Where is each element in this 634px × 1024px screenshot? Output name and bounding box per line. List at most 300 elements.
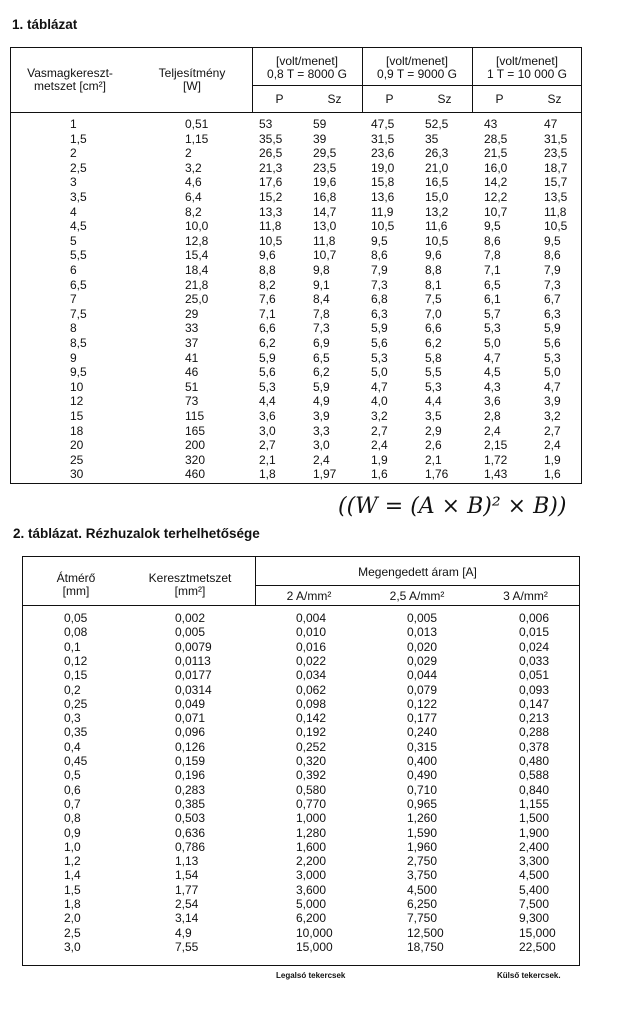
table1-cell: 11,8 [544,204,567,219]
table1-cell: 25,0 [185,292,209,307]
table2-cell: 3,14 [175,911,199,926]
table1-cell: 5,9 [371,321,388,336]
table2-cell: 0,213 [519,711,550,726]
table2-cell: 1,590 [407,825,438,840]
table1-cell: 10,0 [185,219,209,234]
table2-cell: 3,600 [296,882,327,897]
table2-cell: 0,033 [519,653,550,668]
table1-cell: 9,6 [425,248,442,263]
table1-cell: 23,6 [371,146,395,161]
table1-cell: 13,5 [544,190,568,204]
table1-cell: 15,2 [259,190,283,204]
table2-cell: 0,320 [296,754,327,768]
table2-sub-3a: 3 A/mm² [503,589,548,603]
table2-cell: 0,7 [64,796,81,811]
table2-cell: 1,8 [64,897,81,911]
table1-cell: 19,0 [371,160,395,175]
table2-cell: 22,500 [519,939,556,954]
table2-header-diameter [26,572,126,598]
table1-cell: 4 [70,204,77,219]
table1-cell: 2,1 [425,452,442,467]
table2-cell: 0,0079 [175,639,212,654]
table2-cell: 10,000 [296,925,333,940]
table1-cell: 6,6 [425,321,442,336]
table1-cell: 8,2 [185,204,202,219]
table1-cell: 52,5 [425,117,449,131]
table1-cell: 10 [70,379,84,394]
table1-cell: 4,7 [544,379,561,394]
table1-cell: 6,7 [544,292,561,307]
table1-cell: 20 [70,438,84,453]
table2-cell: 0,15 [64,668,88,683]
table1-cell: 73 [185,394,199,409]
table1-cell: 2 [70,146,77,161]
table1-cell: 53 [259,117,273,131]
table2-cell: 7,750 [407,911,438,926]
table1-cell: 5,9 [259,350,276,365]
table1-cell: 13,6 [371,190,395,204]
table1-header-power-line2: [W] [183,79,201,93]
table1-cell: 59 [313,117,327,131]
table1-cell: 5,3 [371,350,388,365]
table1-header-power [136,67,248,93]
table2-cell: 0,029 [407,653,438,668]
table2-cell: 1,54 [175,868,199,883]
table1-cell: 35 [425,131,439,146]
table1-cell: 8,6 [484,233,501,248]
table1-cell: 9 [70,350,77,365]
table2-cell: 4,500 [519,868,550,883]
table1-cell: 1,8 [259,467,276,482]
table2-cell: 0,192 [296,725,327,740]
table1-cell: 14,7 [313,204,337,219]
table2-cell: 0,142 [296,711,327,726]
table2-cell: 0,288 [519,725,550,740]
table1-cell: 5,9 [313,379,330,394]
table2-cell: 0,051 [519,668,550,683]
table2-cell: 0,0314 [175,682,212,697]
table1-header-group-08-line2: 0,8 T = 8000 G [267,67,347,81]
table1-cell: 8,5 [70,336,87,350]
table1-cell: 8,2 [259,277,276,292]
table1-cell: 5 [70,233,77,248]
table1-cell: 21,0 [425,160,449,175]
table2-cell: 0,05 [64,611,88,625]
table2-header-diameter-line1: Átmérő [56,571,96,585]
table1-cell: 2 [185,146,192,161]
table2-cell: 2,200 [296,854,327,869]
table2-cell: 0,283 [175,782,206,797]
table1-cell: 1,76 [425,467,449,482]
table2-cell: 0,1 [64,639,81,654]
table1-cell: 3,9 [544,394,561,409]
table2-cell: 3,0 [64,939,81,954]
table2-cell: 0,013 [407,625,438,640]
table1-cell: 6,5 [70,277,87,292]
table1-cell: 5,0 [371,365,388,380]
table2-cell: 0,08 [64,625,88,640]
table1-cell: 5,8 [425,350,442,365]
table1-cell: 3,0 [259,423,276,438]
table1-cell: 11,8 [313,233,336,248]
table2-cell: 2,750 [407,854,438,869]
table1-cell: 4,7 [484,350,501,365]
table2-cell: 0,020 [407,639,438,654]
table1-cell: 8,6 [544,248,561,263]
table1-cell: 29 [185,306,199,321]
table2-cell: 15,000 [296,939,333,954]
table2-cell: 0,079 [407,682,438,697]
table2-cell: 3,300 [519,854,550,869]
table1-cell: 26,3 [425,146,449,161]
table1-cell: 23,5 [544,146,568,161]
table1-header-group-09-line2: 0,9 T = 9000 G [377,67,457,81]
table1-cell: 18,7 [544,160,568,175]
table2-cell: 1,0 [64,839,81,854]
table2-title: 2. táblázat. Rézhuzalok terhelhetősége [13,526,260,541]
table2-cell: 0,25 [64,696,88,711]
table1-cell: 5,5 [425,365,442,380]
table1-cell: 5,5 [70,248,87,263]
table2-cell: 0,45 [64,754,88,768]
table2-cell: 1,900 [519,825,550,840]
table1-cell: 10,7 [484,204,508,219]
table1-cell: 1,9 [371,452,388,467]
table2-cell: 1,13 [175,854,199,869]
table1-cell: 7,5 [425,292,442,307]
table1-cell: 1 [70,117,77,131]
table2-cell: 5,000 [296,897,327,911]
table2-sub-2a: 2 A/mm² [286,589,332,603]
table1-sub-p-10: P [495,92,504,106]
table2-cell: 0,580 [296,782,327,797]
table1-cell: 4,4 [425,394,442,409]
table1-cell: 9,5 [544,233,561,248]
table2-header-diameter-line2: [mm] [62,584,90,598]
table1-cell: 18,4 [185,263,209,277]
table1-cell: 6,2 [313,365,330,380]
table1-cell: 26,5 [259,146,283,161]
table2-cell: 0,480 [519,754,550,768]
table2-cell: 9,300 [519,911,550,926]
table1-cell: 3,5 [70,190,87,204]
table2-cell: 1,500 [519,811,550,826]
table1-cell: 165 [185,423,206,438]
table1-cell: 4,5 [70,219,87,234]
table1-cell: 12,2 [484,190,508,204]
table1-cell: 115 [185,409,205,423]
table2-cell: 6,250 [407,897,438,911]
table1-cell: 5,6 [259,365,276,380]
table2-cell: 0,005 [407,611,438,625]
table1-cell: 31,5 [371,131,395,146]
table1-cell: 47 [544,117,558,131]
table1-cell: 2,7 [544,423,561,438]
table1-cell: 3,6 [484,394,501,409]
table1-cell: 16,8 [313,190,337,204]
table1-cell: 1,15 [185,131,209,146]
table1-cell: 2,4 [313,452,330,467]
table2-cell: 0,240 [407,725,438,740]
table1-cell: 6,3 [544,306,561,321]
table2-cell: 0,840 [519,782,550,797]
table2-cell: 0,098 [296,696,327,711]
table1-cell: 6,5 [313,350,330,365]
table2-header-current-group: Megengedett áram [A] [358,565,477,579]
table1-cell: 1,9 [544,452,561,467]
table2-cell: 0,35 [64,725,88,740]
table2-cell: 0,196 [175,768,206,783]
table2-cell: 12,500 [407,925,444,940]
table1-cell: 28,5 [484,131,508,146]
table1-cell: 21,3 [259,160,283,175]
table1-sub-p-09: P [385,92,394,106]
table1-cell: 14,2 [484,175,508,190]
table1-cell: 1,6 [371,467,388,482]
table2-cell: 0,490 [407,768,438,783]
table2-header-cross-section-line1: Keresztmetszet [148,571,232,585]
table2-cell: 0,2 [64,682,81,697]
table1-group-divider [252,85,582,86]
table1-cell: 21,5 [484,146,508,161]
table1-cell: 31,5 [544,131,568,146]
table1-cell: 8,6 [371,248,388,263]
table2-cell: 0,015 [519,625,550,640]
table2-header-cross-section [130,572,250,598]
table2-cell: 2,5 [64,925,81,940]
table1-header-core [10,67,130,93]
table2-cell: 2,400 [519,839,550,854]
table1-cell: 2,9 [425,423,442,438]
table2-cell: 1,260 [407,811,438,826]
table1-cell: 35,5 [259,131,283,146]
table2-cell: 0,0177 [175,668,212,683]
table2-cell: 0,252 [296,739,327,754]
table1-header-group-08 [252,55,362,81]
table1-cell: 3,3 [313,423,330,438]
table2-cell: 15,000 [519,925,556,940]
table1-cell: 7,3 [313,321,330,336]
table1-cell: 37 [185,336,199,350]
table1-cell: 11,9 [371,204,394,219]
table1-cell: 9,5 [70,365,87,380]
table1-cell: 6,2 [259,336,276,350]
table1-cell: 9,5 [371,233,388,248]
table1-cell: 2,8 [484,409,501,423]
table2-cell: 0,062 [296,682,327,697]
table1-cell: 6,2 [425,336,442,350]
table1-cell: 23,5 [313,160,337,175]
table2-cell: 4,500 [407,882,438,897]
table1-cell: 6,6 [259,321,276,336]
table1-cell: 6,5 [484,277,501,292]
table2-header-cross-section-line2: [mm²] [174,584,206,598]
table2-cell: 3,000 [296,868,327,883]
table2-cell: 0,0113 [175,653,211,668]
table2-cell: 4,9 [175,925,192,940]
table1-cell: 6,1 [484,292,501,307]
table1-cell: 12,8 [185,233,209,248]
footnote-outer-coils: Külső tekercsek. [497,971,561,980]
table1-cell: 7,0 [425,306,442,321]
table2-cell: 5,400 [519,882,550,897]
table1-cell: 5,0 [544,365,561,380]
table1-cell: 5,3 [484,321,501,336]
table2-cell: 1,280 [296,825,327,840]
table2-cell: 0,636 [175,825,206,840]
table2-cell: 1,155 [519,796,550,811]
table1-cell: 320 [185,452,206,467]
table1-cell: 2,15 [484,438,508,453]
table2-cell: 1,600 [296,839,327,854]
handwritten-formula: ((W = (A × B)² × B)) [338,494,567,519]
table2-cell: 0,770 [296,796,327,811]
table2-cell: 0,385 [175,796,206,811]
table1-cell: 9,6 [259,248,276,263]
table1-cell: 7 [70,292,77,307]
table2-cell: 0,378 [519,739,550,754]
table1-cell: 2,4 [544,438,561,453]
table1-cell: 7,9 [544,263,561,277]
table1-cell: 6,8 [371,292,388,307]
table2-cell: 1,960 [407,839,438,854]
table2-cell: 1,000 [296,811,327,826]
table2-cell: 2,0 [64,911,81,926]
table1-cell: 16,0 [484,160,508,175]
table1-cell: 7,5 [70,306,87,321]
footnote-bottom-coils: Legalsó tekercsek [276,971,346,980]
table2-cell: 0,3 [64,711,81,726]
table1-cell: 15,7 [544,175,568,190]
table2-cell: 0,177 [407,711,438,726]
table1-cell: 7,8 [484,248,501,263]
table2-cell: 0,024 [519,639,550,654]
table2-sub-2-5a: 2,5 A/mm² [389,589,445,603]
table1-cell: 3,2 [371,409,388,423]
table1-cell: 15,0 [425,190,449,204]
table1-sub-sz-10: Sz [547,92,562,106]
table1-cell: 2,4 [484,423,501,438]
table1-cell: 43 [484,117,498,131]
table1-cell: 13,0 [313,219,337,234]
table2-cell: 0,147 [519,696,550,711]
table1-cell: 41 [185,350,199,365]
table1-cell: 25 [70,452,84,467]
table1-cell: 21,8 [185,277,209,292]
table1-cell: 2,7 [371,423,388,438]
table1-cell: 4,6 [185,175,202,190]
table2-cell: 0,034 [296,668,327,683]
table1-cell: 17,6 [259,175,283,190]
table1-cell: 7,3 [544,277,561,292]
table2-cell: 0,159 [175,754,206,768]
table1-header-core-line2: metszet [cm²] [33,79,106,93]
table2-cell: 0,122 [407,696,438,711]
table1-cell: 46 [185,365,199,380]
table1-cell: 33 [185,321,199,336]
table1-cell: 1,97 [313,467,337,482]
table1-header-group-09 [362,55,472,81]
table2-cell: 0,5 [64,768,81,783]
table2-cell: 0,010 [296,625,327,640]
table1-header-divider [10,112,582,113]
table1-cell: 4,9 [313,394,330,409]
table1-header-group-09-line1: [volt/menet] [385,54,449,68]
table1-cell: 9,1 [313,277,330,292]
table2-cell: 0,096 [175,725,206,740]
table1-cell: 5,6 [544,336,561,350]
table1-header-power-line1: Teljesítmény [158,66,226,80]
table1-cell: 19,6 [313,175,337,190]
table1-cell: 8,1 [425,277,442,292]
table2-cell: 0,016 [296,639,327,654]
table1-header-group-08-line1: [volt/menet] [275,54,339,68]
table1-cell: 8 [70,321,77,336]
table1-cell: 7,3 [371,277,388,292]
table1-cell: 7,8 [313,306,330,321]
table1-cell: 1,43 [484,467,508,482]
table2-cell: 7,55 [175,939,199,954]
table1-cell: 4,4 [259,394,276,409]
table1-header-group-10-line2: 1 T = 10 000 G [487,67,567,81]
table2-cell: 0,049 [175,696,206,711]
table2-cell: 0,400 [407,754,438,768]
table2-cell: 0,6 [64,782,81,797]
table1-cell: 2,7 [259,438,276,453]
table1-cell: 30 [70,467,84,482]
table2-cell: 1,2 [64,854,81,869]
table1-cell: 11,8 [259,219,282,234]
table1-cell: 460 [185,467,206,482]
table1-cell: 6,9 [313,336,330,350]
table2-cell: 0,044 [407,668,438,683]
table2-cell: 7,500 [519,897,550,911]
table1-cell: 18 [70,423,84,438]
table1-cell: 9,8 [313,263,330,277]
table2-cell: 0,022 [296,653,327,668]
table1-cell: 10,5 [371,219,395,234]
table1-cell: 1,5 [70,131,87,146]
table1-cell: 7,6 [259,292,276,307]
table1-cell: 0,51 [185,117,209,131]
table1-cell: 8,8 [259,263,276,277]
table2-cell: 0,071 [175,711,206,726]
table2-cell: 0,093 [519,682,550,697]
table2-cell: 1,77 [175,882,199,897]
table2-cell: 0,588 [519,768,550,783]
table1-cell: 3,2 [544,409,561,423]
table1-sub-p-08: P [275,92,284,106]
table2-cell: 0,126 [175,739,206,754]
table1-cell: 51 [185,379,199,394]
table1-cell: 2,4 [371,438,388,453]
table1-cell: 10,5 [425,233,449,248]
table2-cell: 1,5 [64,882,81,897]
table2-cell: 0,965 [407,796,438,811]
table1-cell: 3,9 [313,409,330,423]
table1-cell: 3,0 [313,438,330,453]
table1-cell: 1,72 [484,452,508,467]
table1-cell: 6,3 [371,306,388,321]
table1-cell: 7,1 [484,263,501,277]
table1-header-core-line1: Vasmagkereszt- [27,66,113,80]
table1-cell: 12 [70,394,84,409]
table2-cell: 0,710 [407,782,438,797]
table1-cell: 3 [70,175,77,190]
table1-cell: 11,6 [425,219,448,234]
table2-cell: 0,503 [175,811,206,826]
table1-cell: 5,3 [544,350,561,365]
